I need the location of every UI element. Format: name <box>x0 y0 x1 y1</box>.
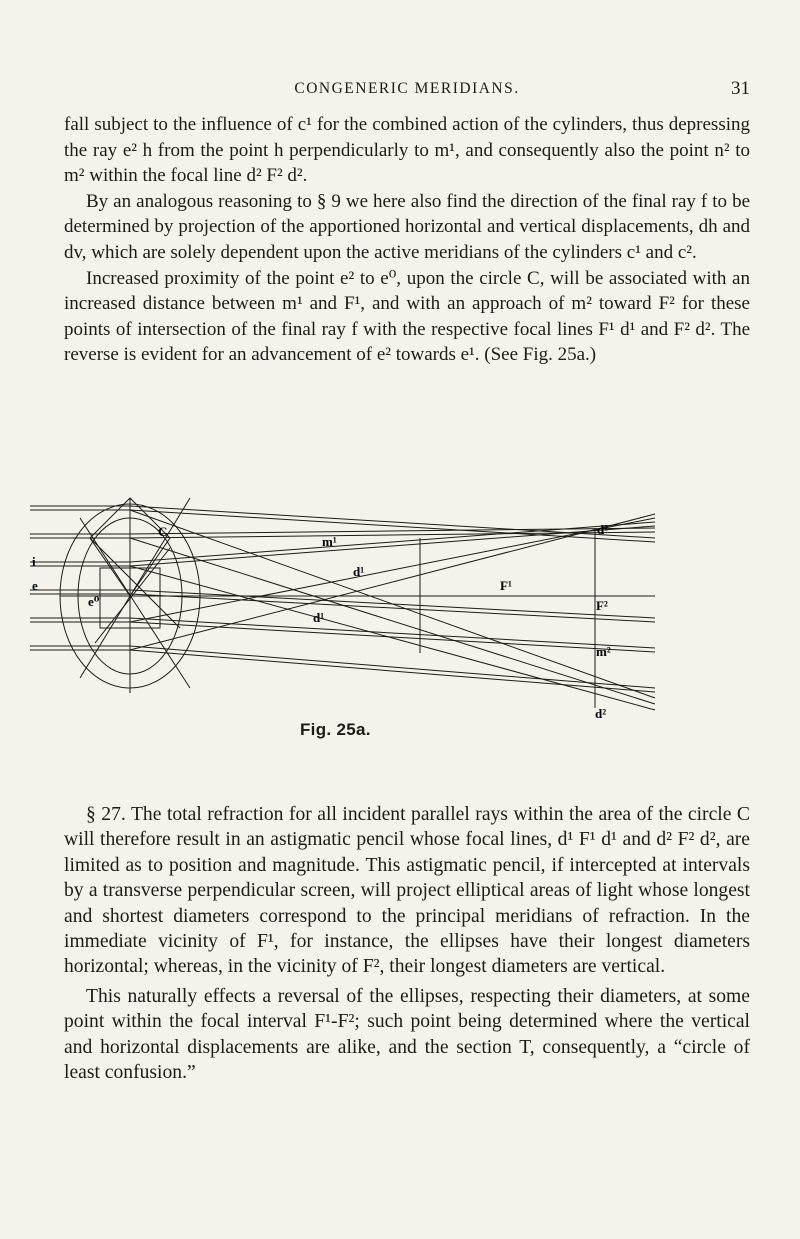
page-number: 31 <box>731 78 750 99</box>
label-d1-top: d¹ <box>353 564 365 579</box>
paragraph: Increased proximity of the point e² to e⁰, upon the circle C, will be associated with an increased distance between m¹ and F¹, and with an approach of m² toward F² for these points of intersection of the final ray f with the respective focal lines F¹ d¹ and F² d². The reverse is evident for an advancement of e² towards e¹. (See Fig. 25a.) <box>64 267 750 366</box>
label-d2-top: d² <box>597 522 609 537</box>
refracted-ray <box>130 510 655 698</box>
text-block-lower <box>64 802 750 1085</box>
label-e0: e⁰ <box>88 594 100 609</box>
label-F1: F¹ <box>500 578 512 593</box>
label-C: C <box>158 524 168 539</box>
paragraph: fall subject to the influence of c¹ for the combined action of the cylinders, thus depressing the ray e² h from the point h perpendicularly to m¹, and consequently also the point n² to m² within the focal line d² F² d². <box>64 114 750 187</box>
refracted-ray <box>130 622 655 652</box>
refracted-ray <box>130 618 655 648</box>
label-e: e <box>32 578 38 593</box>
refracted-ray <box>130 650 655 692</box>
refracted-ray <box>130 566 655 710</box>
label-d1-bottom: d¹ <box>313 610 325 625</box>
refracted-ray <box>130 522 655 562</box>
text-block-upper <box>64 112 750 368</box>
label-m2: m² <box>596 644 611 659</box>
paragraph: § 27. The total refraction for all incident parallel rays within the area of the circle C will therefore result in an astigmatic pencil whose focal lines, d¹ F¹ d¹ and d² F² d², are limited as to position and magnitude. This astigmatic pencil, if intercepted at intervals by a transverse perpendicular screen, will project elliptical areas of light whose longest and shortest diameters correspond to the principal meridians of refraction. In the immediate vicinity of F¹, for instance, the ellipses have their longest diameters horizontal; whereas, in the vicinity of F², their longest diameters are vertical. <box>64 804 750 978</box>
paragraph: By an analogous reasoning to § 9 we here also find the direction of the final ray f to be determined by projection of the apportioned horizontal and vertical displacements, dh and dv, which are solely dependent upon the active meridians of the cylinders c¹ and c². <box>64 190 750 263</box>
refracted-ray <box>130 538 655 704</box>
label-d2-bottom: d² <box>595 706 607 721</box>
refracted-ray <box>130 646 655 688</box>
refracted-ray <box>130 594 655 622</box>
figure-caption: Fig. 25a. <box>300 720 371 739</box>
running-title: CONGENERIC MERIDIANS. <box>294 80 520 97</box>
page-header <box>64 80 750 106</box>
label-m1: m¹ <box>322 534 337 549</box>
figure-25a-diagram <box>30 478 710 738</box>
refracted-ray <box>130 514 655 650</box>
label-F2: F² <box>596 598 608 613</box>
refracted-ray <box>130 526 655 566</box>
label-i: i <box>32 554 36 569</box>
paragraph: This naturally effects a reversal of the ellipses, respecting their diameters, at some point within the focal interval F¹-F²; such point being determined where the vertical and horizontal displacements are alike, and the section T, consequently, a “circle of least confusion.” <box>64 985 750 1084</box>
